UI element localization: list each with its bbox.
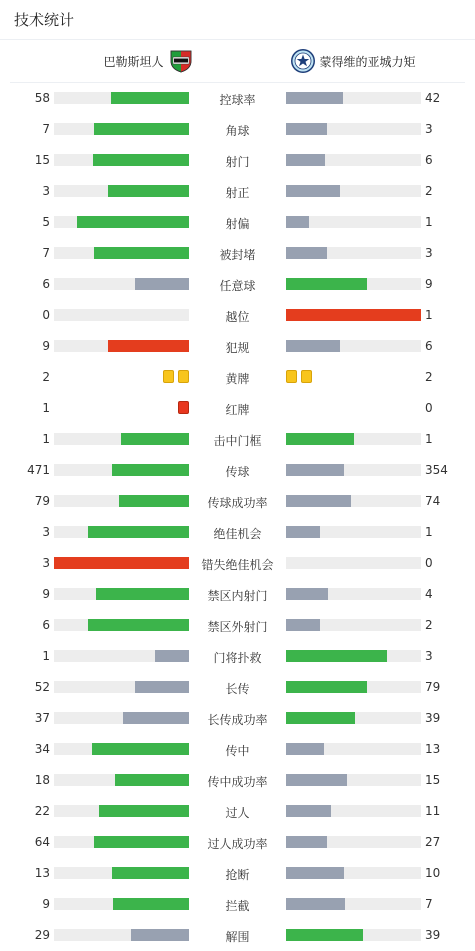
home-cards <box>178 401 189 414</box>
stat-label: 射正 <box>225 186 250 200</box>
stat-label: 传球 <box>225 465 250 479</box>
home-bar-fill <box>121 433 189 445</box>
stat-label: 传中成功率 <box>207 775 268 789</box>
away-bar-fill <box>286 154 325 166</box>
away-value: 1 <box>425 525 433 539</box>
stat-label: 拦截 <box>225 899 250 913</box>
away-bar-fill <box>286 309 421 321</box>
away-bar-track <box>286 185 421 197</box>
away-value: 42 <box>425 91 441 105</box>
away-bar-fill <box>286 681 367 693</box>
away-bar-fill <box>286 92 343 104</box>
home-team-name: 巴勒斯坦人 <box>103 54 164 69</box>
away-bar-fill <box>286 216 309 228</box>
away-bar-fill <box>286 495 351 507</box>
stat-label: 角球 <box>225 124 250 138</box>
home-bar-fill <box>54 557 189 569</box>
home-bar-track <box>54 340 189 352</box>
away-bar-fill <box>286 185 340 197</box>
home-bar-track <box>54 433 189 445</box>
away-bar-fill <box>286 619 320 631</box>
stat-row <box>0 393 475 424</box>
away-bar-track <box>286 309 421 321</box>
home-value: 37 <box>34 711 50 725</box>
away-bar-fill <box>286 464 344 476</box>
stat-label: 错失绝佳机会 <box>201 558 274 572</box>
home-bar-track <box>54 681 189 693</box>
page-header <box>0 0 475 40</box>
away-value: 2 <box>425 370 433 384</box>
home-bar-track <box>54 650 189 662</box>
home-bar-fill <box>92 743 189 755</box>
home-value: 7 <box>42 246 50 260</box>
stat-row <box>0 300 475 331</box>
away-value: 15 <box>425 773 441 787</box>
home-value: 1 <box>42 401 50 415</box>
home-bar-track <box>54 309 189 321</box>
away-bar-track <box>286 557 421 569</box>
stat-label: 传中 <box>225 744 250 758</box>
stat-label: 过人 <box>225 806 250 820</box>
teams-header <box>10 40 465 83</box>
home-bar-fill <box>155 650 189 662</box>
stat-label: 传球成功率 <box>207 496 268 510</box>
home-bar-track <box>54 495 189 507</box>
home-value: 7 <box>42 122 50 136</box>
stat-row <box>0 641 475 672</box>
stat-row <box>0 796 475 827</box>
home-value: 9 <box>42 587 50 601</box>
stat-label: 禁区内射门 <box>207 589 268 603</box>
stat-row <box>0 486 475 517</box>
stat-row <box>0 827 475 858</box>
away-bar-track <box>286 340 421 352</box>
home-value: 29 <box>34 928 50 942</box>
home-team-crest-icon <box>168 48 194 74</box>
stat-label: 射偏 <box>225 217 250 231</box>
stats-list <box>0 83 475 951</box>
home-value: 64 <box>34 835 50 849</box>
stat-row <box>0 238 475 269</box>
away-bar-track <box>286 216 421 228</box>
stat-row <box>0 610 475 641</box>
away-bar-fill <box>286 433 354 445</box>
away-bar-track <box>286 650 421 662</box>
stat-row <box>0 703 475 734</box>
home-bar-fill <box>93 154 189 166</box>
stat-row <box>0 114 475 145</box>
home-bar-track <box>54 619 189 631</box>
red-card-icon <box>178 401 189 414</box>
away-cards <box>286 370 312 383</box>
stat-row <box>0 858 475 889</box>
away-bar-track <box>286 526 421 538</box>
home-value: 5 <box>42 215 50 229</box>
home-bar-track <box>54 185 189 197</box>
away-value: 0 <box>425 556 433 570</box>
stat-label: 长传 <box>225 682 250 696</box>
away-value: 3 <box>425 246 433 260</box>
home-bar-track <box>54 588 189 600</box>
home-bar-track <box>54 557 189 569</box>
away-bar-fill <box>286 588 328 600</box>
away-bar-fill <box>286 526 320 538</box>
home-bar-fill <box>112 464 189 476</box>
home-value: 9 <box>42 339 50 353</box>
away-bar-track <box>286 712 421 724</box>
page-title: 技术统计 <box>14 11 75 29</box>
home-bar-track <box>54 123 189 135</box>
away-bar-track <box>286 681 421 693</box>
home-value: 0 <box>42 308 50 322</box>
home-bar-fill <box>77 216 189 228</box>
stat-row <box>0 176 475 207</box>
home-value: 3 <box>42 184 50 198</box>
away-value: 2 <box>425 184 433 198</box>
away-value: 13 <box>425 742 441 756</box>
home-bar-track <box>54 867 189 879</box>
home-value: 1 <box>42 649 50 663</box>
yellow-card-icon <box>286 370 297 383</box>
home-bar-fill <box>99 805 189 817</box>
stat-label: 门将扑救 <box>213 651 262 665</box>
home-value: 2 <box>42 370 50 384</box>
home-bar-track <box>54 836 189 848</box>
stat-label: 抢断 <box>225 868 250 882</box>
away-bar-track <box>286 433 421 445</box>
away-team[interactable] <box>290 48 416 74</box>
away-bar-fill <box>286 929 363 941</box>
away-bar-fill <box>286 278 367 290</box>
home-cards <box>163 370 189 383</box>
away-value: 39 <box>425 928 441 942</box>
home-bar-fill <box>108 185 189 197</box>
away-bar-track <box>286 588 421 600</box>
stat-label: 过人成功率 <box>207 837 268 851</box>
away-value: 1 <box>425 308 433 322</box>
home-value: 13 <box>34 866 50 880</box>
home-bar-track <box>54 92 189 104</box>
home-bar-fill <box>115 774 189 786</box>
away-team-crest-icon <box>290 48 316 74</box>
away-bar-fill <box>286 650 387 662</box>
away-value: 354 <box>425 463 448 477</box>
stat-label: 红牌 <box>225 403 250 417</box>
home-value: 34 <box>34 742 50 756</box>
away-bar-track <box>286 805 421 817</box>
home-value: 471 <box>27 463 50 477</box>
away-value: 0 <box>425 401 433 415</box>
away-bar-fill <box>286 898 345 910</box>
home-bar-track <box>54 743 189 755</box>
away-value: 27 <box>425 835 441 849</box>
home-bar-track <box>54 154 189 166</box>
stat-row <box>0 269 475 300</box>
stat-row <box>0 83 475 114</box>
stat-label: 射门 <box>225 155 250 169</box>
stat-row <box>0 145 475 176</box>
home-value: 58 <box>34 91 50 105</box>
home-bar-fill <box>88 619 189 631</box>
away-bar-track <box>286 929 421 941</box>
home-bar-fill <box>94 836 189 848</box>
home-bar-track <box>54 526 189 538</box>
home-value: 6 <box>42 618 50 632</box>
home-bar-track <box>54 712 189 724</box>
stat-label: 被封堵 <box>219 248 256 262</box>
away-bar-track <box>286 123 421 135</box>
stat-label: 控球率 <box>219 93 256 107</box>
home-value: 79 <box>34 494 50 508</box>
home-bar-fill <box>135 278 189 290</box>
away-value: 1 <box>425 432 433 446</box>
stat-row <box>0 734 475 765</box>
home-bar-track <box>54 805 189 817</box>
home-bar-fill <box>94 123 189 135</box>
home-bar-track <box>54 216 189 228</box>
home-value: 15 <box>34 153 50 167</box>
home-bar-fill <box>131 929 189 941</box>
home-value: 3 <box>42 556 50 570</box>
away-bar-fill <box>286 712 355 724</box>
yellow-card-icon <box>178 370 189 383</box>
away-value: 11 <box>425 804 441 818</box>
away-bar-track <box>286 774 421 786</box>
home-bar-fill <box>108 340 189 352</box>
stat-label: 任意球 <box>219 279 256 293</box>
away-bar-track <box>286 495 421 507</box>
home-bar-track <box>54 247 189 259</box>
away-value: 6 <box>425 153 433 167</box>
away-bar-fill <box>286 805 331 817</box>
home-bar-track <box>54 278 189 290</box>
away-bar-track <box>286 278 421 290</box>
stat-label: 绝佳机会 <box>213 527 262 541</box>
home-value: 1 <box>42 432 50 446</box>
away-value: 1 <box>425 215 433 229</box>
stat-row <box>0 207 475 238</box>
home-bar-fill <box>96 588 189 600</box>
home-bar-track <box>54 898 189 910</box>
away-bar-track <box>286 92 421 104</box>
stat-label: 解围 <box>225 930 250 944</box>
away-bar-track <box>286 867 421 879</box>
home-value: 9 <box>42 897 50 911</box>
stat-row <box>0 517 475 548</box>
away-bar-fill <box>286 340 340 352</box>
home-bar-fill <box>111 92 189 104</box>
stat-label: 击中门框 <box>213 434 262 448</box>
stat-row <box>0 889 475 920</box>
stat-row <box>0 331 475 362</box>
away-bar-fill <box>286 774 347 786</box>
away-bar-track <box>286 743 421 755</box>
away-value: 4 <box>425 587 433 601</box>
home-bar-fill <box>112 867 189 879</box>
stat-row <box>0 548 475 579</box>
stat-row <box>0 455 475 486</box>
away-value: 3 <box>425 649 433 663</box>
home-value: 52 <box>34 680 50 694</box>
away-value: 39 <box>425 711 441 725</box>
stat-label: 长传成功率 <box>207 713 268 727</box>
stat-row <box>0 362 475 393</box>
away-value: 2 <box>425 618 433 632</box>
away-bar-track <box>286 619 421 631</box>
away-bar-fill <box>286 836 327 848</box>
yellow-card-icon <box>163 370 174 383</box>
stat-row <box>0 424 475 455</box>
home-bar-track <box>54 464 189 476</box>
yellow-card-icon <box>301 370 312 383</box>
home-bar-track <box>54 929 189 941</box>
home-bar-fill <box>119 495 189 507</box>
home-value: 22 <box>34 804 50 818</box>
stat-label: 犯规 <box>225 341 250 355</box>
away-value: 6 <box>425 339 433 353</box>
home-bar-fill <box>135 681 189 693</box>
stat-row <box>0 672 475 703</box>
away-value: 79 <box>425 680 441 694</box>
home-bar-fill <box>113 898 189 910</box>
away-bar-track <box>286 247 421 259</box>
away-bar-track <box>286 898 421 910</box>
away-bar-fill <box>286 867 344 879</box>
stat-label: 禁区外射门 <box>207 620 268 634</box>
stat-label: 黄牌 <box>225 372 250 386</box>
away-value: 3 <box>425 122 433 136</box>
home-value: 3 <box>42 525 50 539</box>
away-bar-fill <box>286 743 324 755</box>
stat-row <box>0 920 475 951</box>
away-bar-track <box>286 154 421 166</box>
home-bar-track <box>54 774 189 786</box>
away-team-name: 蒙得维的亚城力矩 <box>319 54 416 69</box>
away-bar-fill <box>286 123 327 135</box>
home-bar-fill <box>123 712 189 724</box>
away-value: 7 <box>425 897 433 911</box>
stat-row <box>0 579 475 610</box>
home-value: 6 <box>42 277 50 291</box>
away-value: 9 <box>425 277 433 291</box>
stat-label: 越位 <box>225 310 250 324</box>
away-value: 74 <box>425 494 441 508</box>
away-value: 10 <box>425 866 441 880</box>
home-bar-fill <box>94 247 189 259</box>
away-bar-fill <box>286 247 327 259</box>
home-value: 18 <box>34 773 50 787</box>
stat-row <box>0 765 475 796</box>
home-team[interactable] <box>103 48 193 74</box>
away-bar-track <box>286 836 421 848</box>
away-bar-track <box>286 464 421 476</box>
home-bar-fill <box>88 526 189 538</box>
